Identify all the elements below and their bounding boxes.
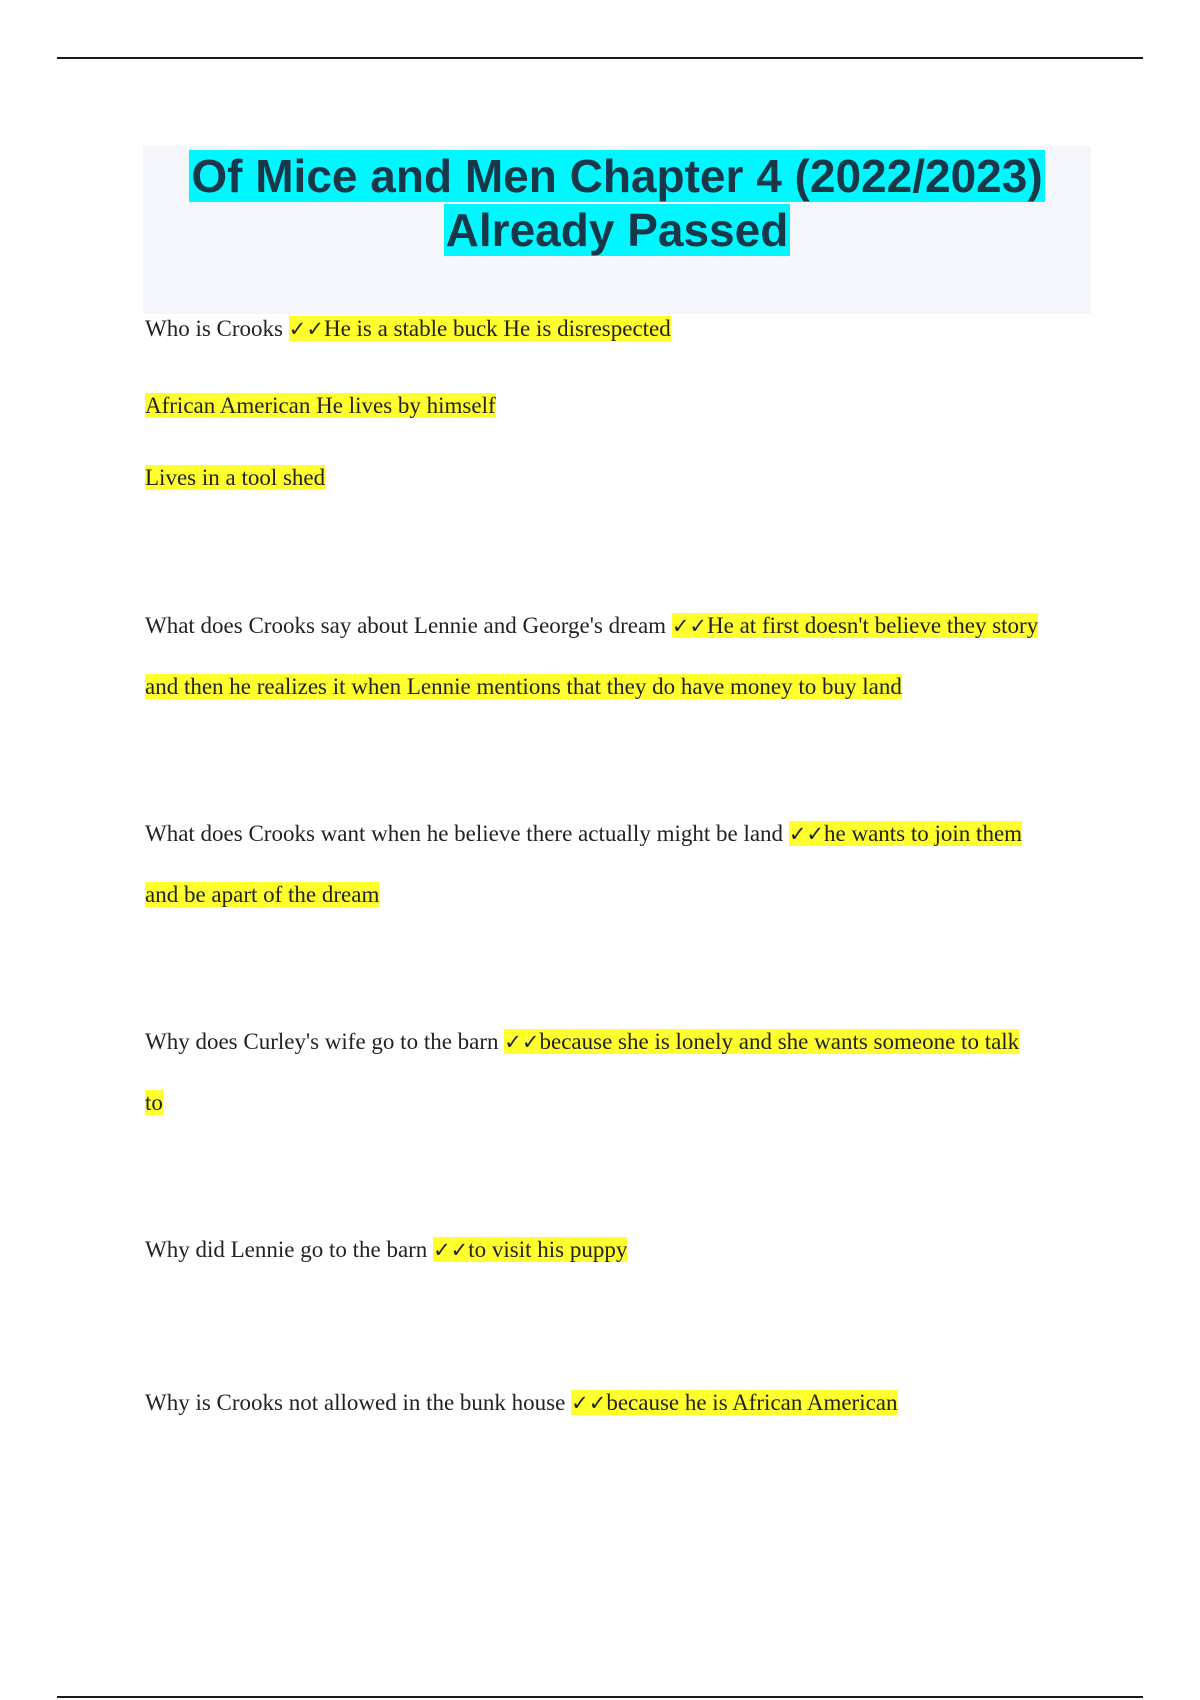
title-line-2: Already Passed [445,204,789,256]
answer-highlight [789,821,1022,846]
answer-text: and be apart of the dream [145,882,380,907]
qa-3-line-2 [145,879,379,911]
answer-text: Lives in a tool shed [145,465,326,490]
qa-6-line-1 [145,1387,898,1419]
document-title [143,146,1091,257]
double-check-icon: ✓✓ [788,822,825,846]
top-rule [57,57,1143,59]
qa-2-line-2 [145,671,902,703]
qa-2-line-1 [145,610,1038,642]
question-text: Why does Curley's wife go to the barn [145,1029,505,1054]
answer-text: African American He lives by himself [145,393,496,418]
answer-highlight [289,316,671,341]
qa-1-line-3 [145,462,325,494]
title-line-1: Of Mice and Men Chapter 4 (2022/2023) [191,150,1043,202]
answer-text: and then he realizes it when Lennie mentions that they do have money to buy land [145,674,902,699]
qa-3-line-1 [145,818,1022,850]
qa-5-line-1 [145,1234,627,1266]
answer-text: because he is African American [606,1390,898,1415]
answer-text: to [145,1090,163,1115]
double-check-icon: ✓✓ [433,1238,469,1262]
answer-text: because she is lonely and she wants someone to talk [539,1029,1020,1054]
qa-4-line-1 [145,1026,1019,1058]
qa-1-line-2 [145,390,496,422]
double-check-icon: ✓✓ [504,1030,540,1054]
double-check-icon: ✓✓ [571,1391,607,1415]
question-text: What does Crooks say about Lennie and George's dream [145,613,672,638]
answer-text: to visit his puppy [468,1237,628,1262]
answer-text: He is a stable buck He is disrespected [323,316,671,341]
double-check-icon: ✓✓ [288,317,324,341]
question-text: Why is Crooks not allowed in the bunk house [145,1390,572,1415]
double-check-icon: ✓✓ [671,614,708,638]
answer-text: He at first doesn't believe they story [707,613,1039,638]
answer-highlight [433,1237,627,1262]
title-box [143,146,1091,314]
question-text: What does Crooks want when he believe there actually might be land [145,821,789,846]
answer-highlight [571,1390,897,1415]
answer-text: he wants to join them [824,821,1023,846]
question-text: Who is Crooks [145,316,289,341]
qa-1-line-1 [145,313,671,345]
bottom-rule [57,1696,1143,1698]
qa-4-line-2 [145,1087,163,1119]
answer-highlight [504,1029,1019,1054]
question-text: Why did Lennie go to the barn [145,1237,434,1262]
answer-highlight [672,613,1038,638]
